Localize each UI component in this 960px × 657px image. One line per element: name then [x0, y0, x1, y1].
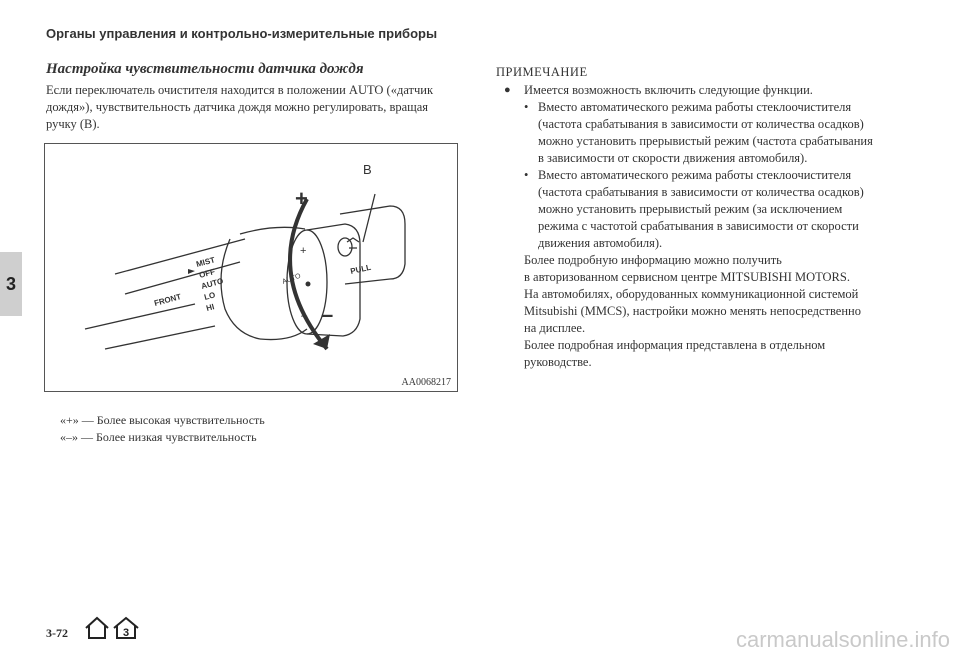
- sub-bullet-line: можно установить прерывистый режим (за исключением: [538, 202, 843, 216]
- sub-bullet-line: движения автомобиля).: [538, 236, 663, 250]
- position-pointer: [188, 269, 195, 274]
- intro-line: Если переключатель очистителя находится в положении AUTO («датчик: [46, 83, 434, 97]
- running-header: Органы управления и контрольно-измерительные приборы: [46, 26, 438, 41]
- note-paragraph-line: Mitsubishi (MMCS), настройки можно менять непосредственно: [524, 304, 861, 318]
- note-sub-bullet: [496, 99, 916, 116]
- knob-indicator-dot: [306, 282, 311, 287]
- note-paragraph-line: На автомобилях, оборудованных коммуникационной системой: [524, 287, 859, 301]
- position-auto: AUTO: [200, 276, 225, 291]
- note-bullet-text: Имеется возможность включить следующие функции.: [524, 83, 813, 97]
- home-icon[interactable]: [84, 616, 110, 640]
- section-intro: [46, 82, 466, 133]
- minus-sign: –: [321, 302, 334, 327]
- note-paragraph-line: Более подробная информация представлена в отдельном: [524, 338, 826, 352]
- note-bullet: [496, 82, 916, 99]
- legend-plus: «+» — Более высокая чувствительность: [60, 413, 265, 427]
- position-mist: MIST: [195, 255, 216, 269]
- page-number: 3-72: [46, 626, 68, 640]
- watermark: carmanualsonline.info: [735, 627, 950, 652]
- section-title: Настройка чувствительности датчика дождя: [46, 61, 364, 77]
- sub-bullet-text: Вместо автоматического режима работы стеклоочистителя: [538, 100, 852, 114]
- small-bullet-icon: •: [524, 100, 529, 114]
- note-column: [496, 64, 916, 371]
- chapter-tab[interactable]: 3: [0, 252, 22, 316]
- wiper-switch-illustration: [45, 144, 457, 391]
- note-heading: ПРИМЕЧАНИЕ: [496, 65, 588, 79]
- wiper-switch-figure: [44, 143, 458, 392]
- left-column: [46, 60, 466, 133]
- position-hi: HI: [205, 302, 216, 313]
- callout-b: B: [363, 162, 372, 177]
- chapter-home-icon[interactable]: [112, 616, 140, 640]
- small-bullet-icon: •: [524, 168, 529, 182]
- position-off: OFF: [198, 267, 216, 280]
- pull-label: PULL: [349, 262, 372, 276]
- sub-bullet-line: в зависимости от скорости движения автомобиля).: [538, 151, 808, 165]
- intro-line: дождя»), чувствительность датчика дождя можно регулировать, вращая: [46, 100, 429, 114]
- front-label: FRONT: [153, 292, 183, 308]
- plus-sign: +: [295, 186, 308, 211]
- note-paragraph-line: Более подробную информацию можно получить: [524, 253, 782, 267]
- note-paragraph-line: руководстве.: [524, 355, 592, 369]
- chapter-home-badge: 3: [122, 627, 130, 639]
- position-lo: LO: [203, 290, 217, 302]
- nav-icons: [84, 616, 140, 640]
- note-paragraph-line: на дисплее.: [524, 321, 586, 335]
- sub-bullet-line: (частота срабатывания в зависимости от количества осадков): [538, 185, 864, 199]
- figure-code: AA0068217: [401, 377, 451, 388]
- figure-legend: [60, 412, 265, 446]
- note-sub-bullet: [496, 167, 916, 184]
- bullet-icon: ●: [504, 84, 511, 96]
- legend-minus: «–» — Более низкая чувствительность: [60, 430, 257, 444]
- sub-bullet-line: можно установить прерывистый режим (частота срабатывания: [538, 134, 873, 148]
- sub-bullet-text: Вместо автоматического режима работы стеклоочистителя: [538, 168, 852, 182]
- knob-plus-mark: +: [300, 245, 307, 257]
- sub-bullet-line: (частота срабатывания в зависимости от количества осадков): [538, 117, 864, 131]
- note-paragraph-line: в авторизованном сервисном центре MITSUBISHI MOTORS.: [524, 270, 850, 284]
- intro-line: ручку (B).: [46, 117, 100, 131]
- knob-auto-label: AUTO: [281, 272, 302, 286]
- knob-minus-mark: –: [301, 310, 308, 322]
- sub-bullet-line: режима с частотой срабатывания в зависимости от скорости: [538, 219, 859, 233]
